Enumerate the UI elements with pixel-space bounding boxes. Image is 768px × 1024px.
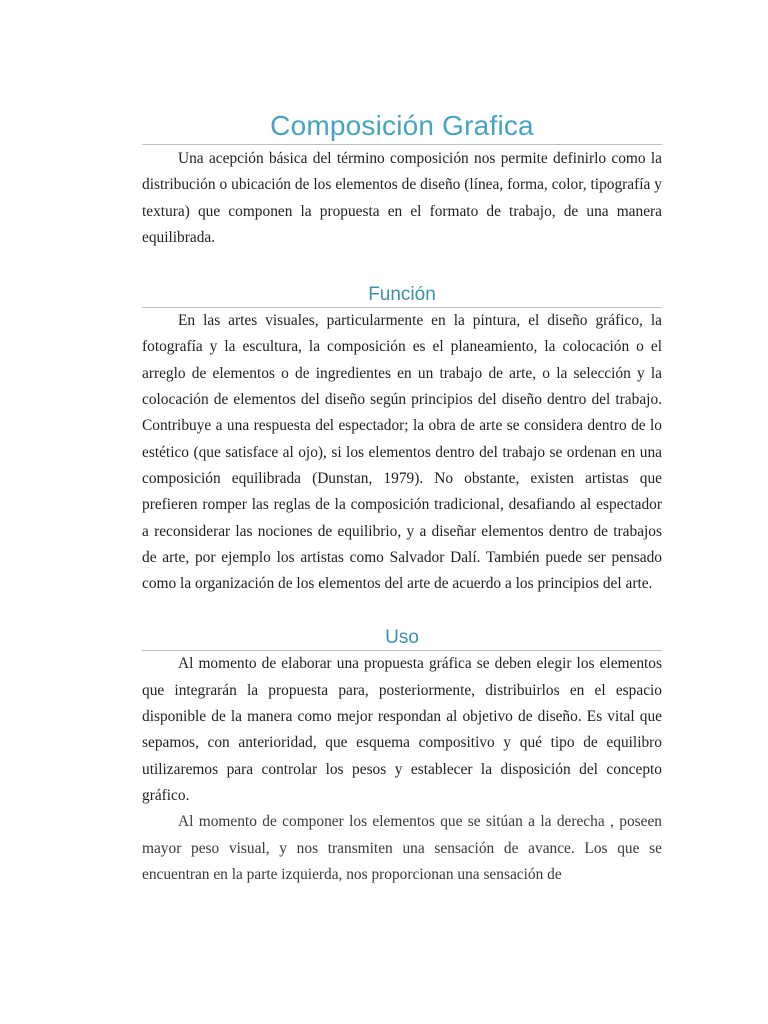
document-title: Composición Grafica — [270, 110, 534, 141]
uso-heading: Uso — [385, 627, 419, 649]
uso-paragraph-1: Al momento de elaborar una propuesta gráfica se deben elegir los elementos que integrarán la propuesta para, posteriormente, distribuirlos en el espacio disponible de la manera como mejor respondan al objetivo de diseño. Es vital que sepamos, con anterioridad, que esquema compositivo y qué tipo de equilibro utilizaremos para controlar los pesos y establecer la disposición del concepto gráfico. — [142, 655, 662, 804]
funcion-section — [142, 283, 662, 597]
title-divider — [142, 144, 662, 145]
title-section — [142, 108, 662, 251]
document-page — [142, 108, 662, 888]
uso-paragraph-2: Al momento de componer los elementos que se sitúan a la derecha , poseen mayor peso visual, y nos transmiten una sensación de avance. Los que se encuentran en la parte izquierda, nos proporcionan una sensación de — [142, 813, 662, 883]
uso-section — [142, 626, 662, 888]
funcion-heading: Función — [368, 284, 436, 306]
intro-paragraph: Una acepción básica del término composición nos permite definirlo como la distribución o ubicación de los elementos de diseño (línea, forma, color, tipografía y textura) que componen la propuesta en el formato de trabajo, de una manera equilibrada. — [142, 150, 662, 246]
funcion-paragraph: En las artes visuales, particularmente en la pintura, el diseño gráfico, la fotografía y la escultura, la composición es el planeamiento, la colocación o el arreglo de elementos o de ingredientes en un trabajo de arte, o la selección y la colocación de elementos del diseño según principios del diseño dentro del trabajo. Contribuye a una respuesta del espectador; la obra de arte se considera dentro de lo estético (que satisface al ojo), si los elementos dentro del trabajo se ordenan en una composición equilibrada (Dunstan, 1979). No obstante, existen artistas que prefieren romper las reglas de la composición tradicional, desafiando al espectador a reconsiderar las nociones de equilibrio, y a diseñar elementos dentro de trabajos de arte, por ejemplo los artistas como Salvador Dalí. También puede ser pensado como la organización de los elementos del arte de acuerdo a los principios del arte. — [142, 312, 662, 593]
